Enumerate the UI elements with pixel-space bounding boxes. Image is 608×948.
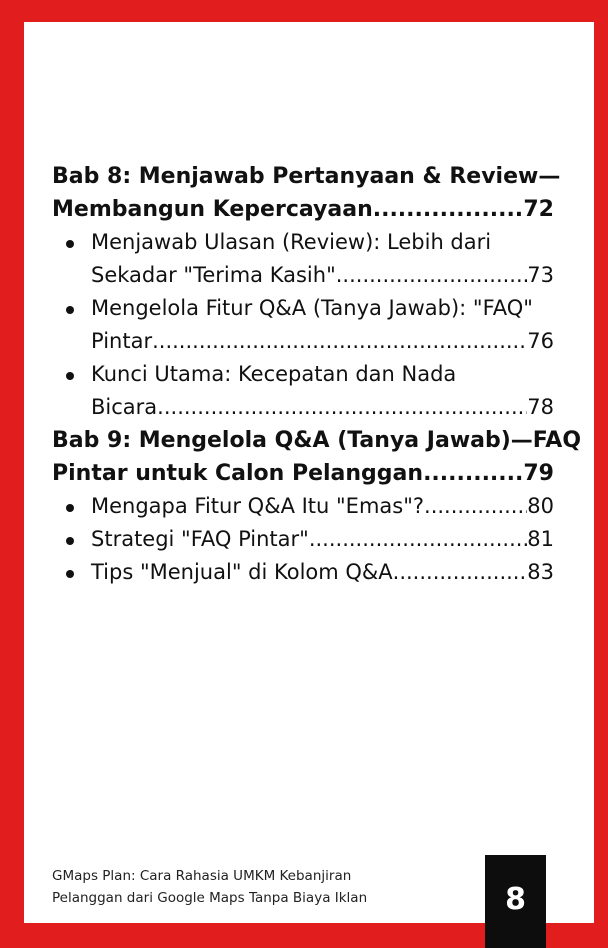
dot-leader bbox=[152, 325, 527, 358]
section-page-number: 80 bbox=[527, 494, 554, 518]
section-page-number: 83 bbox=[527, 560, 554, 584]
dot-leader bbox=[157, 391, 527, 424]
dot-leader bbox=[336, 259, 528, 292]
bullet-icon bbox=[66, 570, 74, 578]
section-title-line: Mengapa Fitur Q&A Itu "Emas"? bbox=[91, 494, 425, 518]
page-number: 8 bbox=[505, 882, 526, 917]
chapter-title-line: Pintar untuk Calon Pelanggan bbox=[52, 461, 424, 486]
section-title-line: Tips "Menjual" di Kolom Q&A bbox=[91, 560, 393, 584]
toc-section-item[interactable] bbox=[52, 523, 554, 556]
dot-leader bbox=[423, 457, 523, 490]
left-red-border bbox=[0, 0, 24, 948]
section-title-line: Mengelola Fitur Q&A (Tanya Jawab): "FAQ" bbox=[91, 296, 533, 320]
dot-leader bbox=[373, 193, 524, 226]
toc-section-item[interactable] bbox=[52, 556, 554, 589]
section-page-number: 81 bbox=[527, 527, 554, 551]
top-red-border bbox=[0, 0, 608, 22]
dot-leader bbox=[393, 556, 528, 589]
chapter-title-leader-line bbox=[52, 457, 554, 490]
right-red-border bbox=[594, 0, 608, 948]
footer-book-title bbox=[52, 865, 472, 909]
toc-section-item[interactable] bbox=[52, 358, 554, 424]
dot-leader bbox=[424, 490, 527, 523]
bullet-icon bbox=[66, 372, 74, 380]
section-title-leader-line bbox=[91, 556, 554, 589]
section-title-leader-line bbox=[91, 523, 554, 556]
page-number-box bbox=[485, 855, 546, 948]
toc-chapter-8[interactable] bbox=[52, 160, 561, 226]
dot-leader bbox=[309, 523, 527, 556]
chapter-page-number: 79 bbox=[523, 461, 554, 486]
toc-section-item[interactable] bbox=[52, 226, 554, 292]
bullet-icon bbox=[66, 240, 74, 248]
section-title-leader-line bbox=[91, 391, 554, 424]
footer-title-line-2: Pelanggan dari Google Maps Tanpa Biaya Iklan bbox=[52, 890, 368, 906]
chapter-9-sections bbox=[52, 490, 554, 589]
toc-section-item[interactable] bbox=[52, 490, 554, 523]
section-title-line: Strategi "FAQ Pintar" bbox=[91, 527, 309, 551]
section-title-leader-line bbox=[91, 259, 554, 292]
chapter-page-number: 72 bbox=[523, 197, 554, 222]
bullet-icon bbox=[66, 504, 74, 512]
section-title-leader-line bbox=[91, 490, 554, 523]
section-page-number: 78 bbox=[527, 395, 554, 419]
section-title-line: Sekadar "Terima Kasih" bbox=[91, 263, 336, 287]
bullet-icon bbox=[66, 306, 74, 314]
section-title-line: Menjawab Ulasan (Review): Lebih dari bbox=[91, 230, 492, 254]
chapter-title-line: Bab 8: Menjawab Pertanyaan & Review— bbox=[52, 164, 561, 189]
section-title-line: Kunci Utama: Kecepatan dan Nada bbox=[91, 362, 457, 386]
section-title-leader-line bbox=[91, 325, 554, 358]
section-page-number: 73 bbox=[527, 263, 554, 287]
toc-section-item[interactable] bbox=[52, 292, 554, 358]
chapter-title-leader-line bbox=[52, 193, 554, 226]
section-page-number: 76 bbox=[527, 329, 554, 353]
bullet-icon bbox=[66, 537, 74, 545]
section-title-line: Pintar bbox=[91, 329, 153, 353]
table-of-contents bbox=[52, 160, 582, 589]
chapter-8-sections bbox=[52, 226, 554, 424]
footer-title-line-1: GMaps Plan: Cara Rahasia UMKM Kebanjiran bbox=[52, 868, 352, 884]
section-title-line: Bicara bbox=[91, 395, 158, 419]
toc-chapter-9[interactable] bbox=[52, 424, 582, 490]
chapter-title-line: Membangun Kepercayaan bbox=[52, 197, 373, 222]
chapter-title-line: Bab 9: Mengelola Q&A (Tanya Jawab)—FAQ bbox=[52, 428, 582, 453]
